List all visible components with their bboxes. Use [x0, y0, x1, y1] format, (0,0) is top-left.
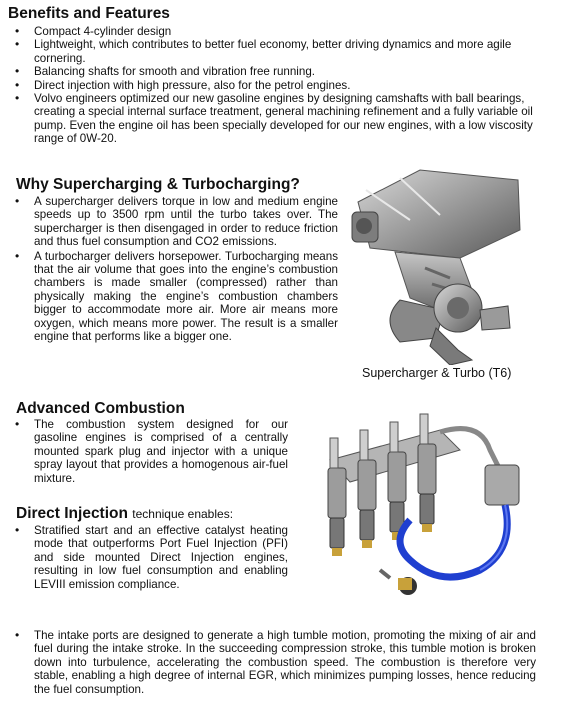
list-item: • Stratified start and an effective catalyst heating mode that outperforms Port Fuel Injection (PFI) and side mounted Direct Injection engines, resulting in low fuel consumption and enabling LEVIII emission compliance. — [8, 524, 288, 591]
heading-injection-title: Direct Injection — [16, 505, 128, 522]
list-item: • Compact 4-cylinder design — [8, 25, 538, 38]
heading-combustion: Advanced Combustion — [16, 400, 185, 417]
list-item: • A supercharger delivers torque in low and medium engine speeds up to 3500 rpm until the turbo takes over. The supercharger is then disengaged in order to reduce friction and thus fuel consumption and CO2 emissions. — [8, 195, 338, 249]
intake-list — [8, 629, 536, 696]
supercharging-list — [8, 195, 338, 343]
list-item: • The intake ports are designed to generate a high tumble motion, promoting the mixing of air and fuel during the intake stroke. In the succeeding compression stroke, this tumble motion is broken down into turbulence, accelerating the combustion speed. The combustion is therefore very stable, enabling a high degree of internal EGR, which minimizes pumping losses, hence reducing the fuel consumption. — [8, 629, 536, 696]
heading-supercharging: Why Supercharging & Turbocharging? — [16, 176, 300, 193]
combustion-list — [8, 418, 288, 485]
fuel-injection-illustration — [290, 410, 535, 605]
supercharger-turbo-illustration — [340, 160, 530, 365]
list-item: • A turbocharger delivers horsepower. Turbocharging means that the air volume that goes into the engine’s combustion chambers is made smaller (compressed) rather than physically making the engine’s combustion chambers bigger to accommodate more air. More air means more oxygen, which means more power. The result is a smaller engine that performs like a bigger one. — [8, 250, 338, 344]
benefits-list — [8, 25, 538, 146]
heading-injection-suffix: technique enables: — [132, 507, 234, 521]
list-item: • Direct injection with high pressure, also for the petrol engines. — [8, 79, 538, 92]
heading-benefits: Benefits and Features — [8, 5, 170, 22]
list-item: • The combustion system designed for our gasoline engines is comprised of a centrally mounted spark plug and injector with a unique spray layout that provides a homogenous air-fuel mixture. — [8, 418, 288, 485]
image-caption: Supercharger & Turbo (T6) — [362, 366, 512, 380]
heading-injection — [16, 505, 233, 523]
injection-list — [8, 524, 288, 591]
list-item: • Balancing shafts for smooth and vibration free running. — [8, 65, 538, 78]
list-item: • Volvo engineers optimized our new gasoline engines by designing camshafts with ball bearings, creating a special internal surface treatment, general machining refinement and a fully variable oil pump. Even the engine oil has been specially developed for our new engines, with a low viscosity range of 0W-20. — [8, 92, 538, 146]
list-item: • Lightweight, which contributes to better fuel economy, better driving dynamics and more agile cornering. — [8, 38, 538, 65]
